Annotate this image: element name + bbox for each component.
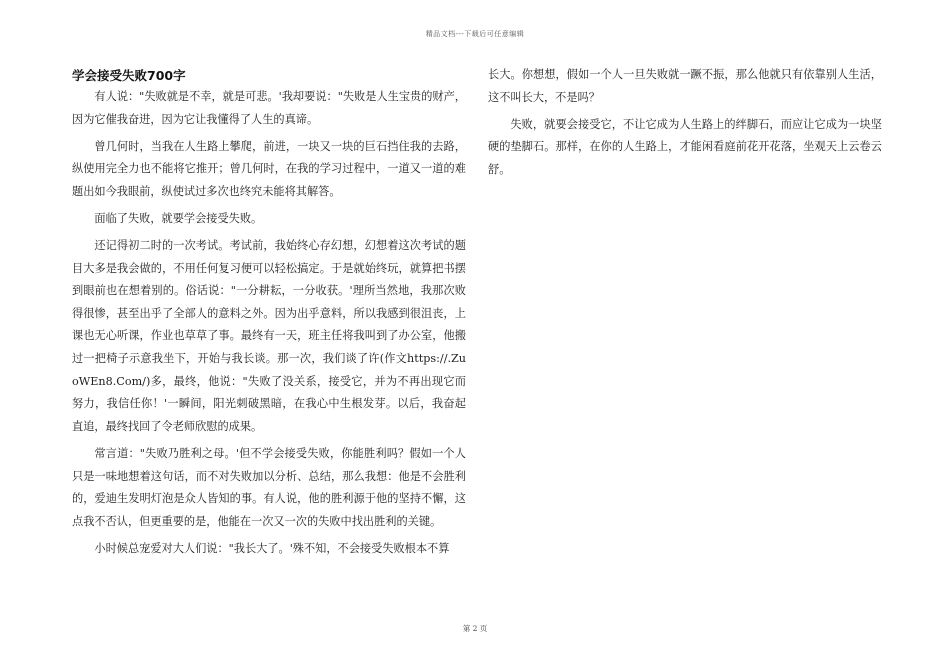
- page-number: 第 2 页: [462, 624, 488, 633]
- paragraph-2: 曾几何时，当我在人生路上攀爬，前进，一块又一块的巨石挡住我的去路，纵使用完全力也不能将它推开；曾几何时，在我的学习过程中，一道又一道的难题出如今我眼前，纵使试过多次也终究未能将其解答。: [72, 139, 466, 198]
- paragraph-6-continued: 长大。你想想，假如一个人一旦失败就一蹶不振，那么他就只有依靠别人生活，这不叫长大，不是吗？: [488, 68, 882, 104]
- article-title: 学会接受失败700字: [72, 68, 186, 83]
- paragraph-3: 面临了失败，就要学会接受失败。: [94, 211, 263, 225]
- page-header: 精品文档---下载后可任意编辑: [425, 30, 525, 38]
- left-column: [72, 64, 466, 565]
- right-column: [488, 64, 882, 186]
- paragraph-1: 有人说："失败就是不幸，就是可悲。'我却要说："失败是人生宝贵的财产，因为它催我奋进，因为它让我懂得了人生的真谛。: [72, 90, 466, 126]
- paragraph-4: 还记得初二时的一次考试。考试前，我始终心存幻想，幻想着这次考试的题目大多是我会做的，不用任何复习便可以轻松搞定。于是就始终玩，就算把书摆到眼前也在想着别的。俗话说："一分耕耘，一分收获。'理所当然地，我那次败得很惨，甚至出乎了全部人的意料之外。因为出乎意料，所以我感到很沮丧，上课也无心听课，作业也草草了事。最终有一天，班主任将我叫到了办公室，他搬过一把椅子示意我坐下，开始与我长谈。那一次，我们谈了许(作文https://.ZuoWEn8.Com/)多，最终，他说："失败了没关系，接受它，并为不再出现它而努力，我信任你！'一瞬间，阳光刺破黑暗，在我心中生根发芽。以后，我奋起直追，最终找回了令老师欣慰的成果。: [72, 239, 466, 433]
- paragraph-5: 常言道："失败乃胜利之母。'但不学会接受失败，你能胜利吗？假如一个人只是一味地想着这句话，而不对失败加以分析、总结，那么我想：他是不会胜利的，爱迪生发明灯泡是众人皆知的事。有人说，他的胜利源于他的坚持不懈，这点我不否认，但更重要的是，他能在一次又一次的失败中找出胜利的关键。: [72, 446, 466, 528]
- paragraph-6: 小时候总宠爱对大人们说："我长大了。'殊不知，不会接受失败根本不算: [94, 541, 450, 555]
- paragraph-7: 失败，就要会接受它，不让它成为人生路上的绊脚石，而应让它成为一块坚硬的垫脚石。那样，在你的人生路上，才能闲看庭前花开花落，坐观天上云卷云舒。: [488, 117, 882, 176]
